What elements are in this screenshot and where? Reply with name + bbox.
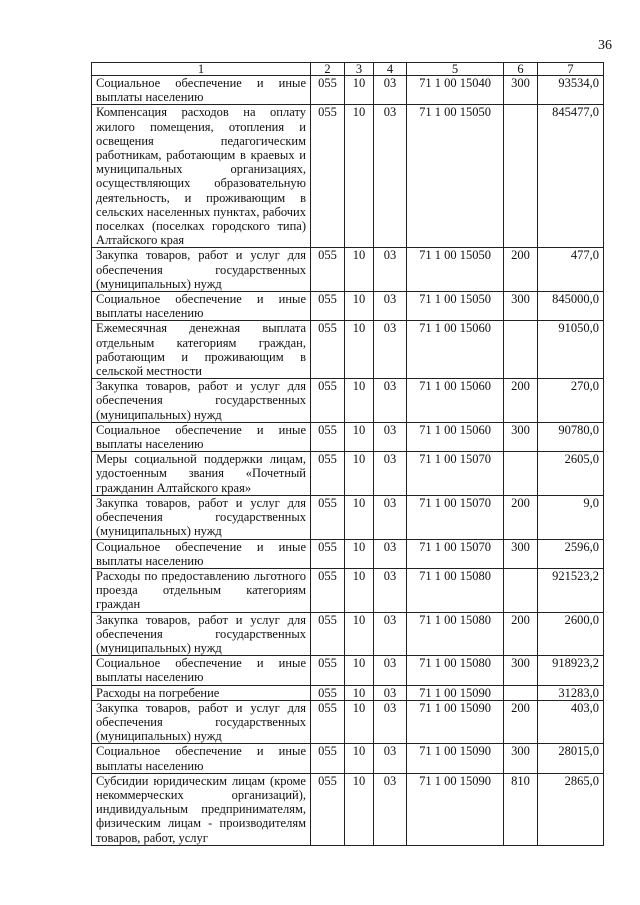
row-col2: 055 xyxy=(311,685,345,700)
row-col6 xyxy=(504,321,538,379)
row-col4: 03 xyxy=(374,568,407,612)
row-col4: 03 xyxy=(374,612,407,656)
table-row xyxy=(92,685,604,700)
row-col4: 03 xyxy=(374,685,407,700)
row-name: Социальное обеспечение и иные выплаты населению xyxy=(92,656,311,685)
row-col6: 300 xyxy=(504,744,538,773)
row-name: Закупка товаров, работ и услуг для обеспечения государственных (муниципальных) нужд xyxy=(92,495,311,539)
row-col5: 71 1 00 15090 xyxy=(407,685,504,700)
row-col5: 71 1 00 15090 xyxy=(407,773,504,845)
row-col5: 71 1 00 15050 xyxy=(407,105,504,248)
row-col3: 10 xyxy=(345,76,374,105)
budget-table xyxy=(91,62,604,846)
row-col6 xyxy=(504,568,538,612)
table-row xyxy=(92,612,604,656)
row-name: Субсидии юридическим лицам (кроме некоммерческих организаций), индивидуальным предпринимателям, физическим лицам - производителям товаров, работ, услуг xyxy=(92,773,311,845)
row-col2: 055 xyxy=(311,292,345,321)
table-row xyxy=(92,700,604,744)
table-row xyxy=(92,495,604,539)
row-col6 xyxy=(504,452,538,496)
row-col3: 10 xyxy=(345,105,374,248)
row-col5: 71 1 00 15050 xyxy=(407,248,504,292)
row-col4: 03 xyxy=(374,700,407,744)
row-amount: 2605,0 xyxy=(538,452,604,496)
row-name: Социальное обеспечение и иные выплаты населению xyxy=(92,292,311,321)
table-row xyxy=(92,744,604,773)
row-col5: 71 1 00 15070 xyxy=(407,495,504,539)
row-col4: 03 xyxy=(374,539,407,568)
row-col3: 10 xyxy=(345,539,374,568)
header-cell-5: 5 xyxy=(407,63,504,76)
row-col3: 10 xyxy=(345,422,374,451)
row-col5: 71 1 00 15070 xyxy=(407,452,504,496)
row-amount: 9,0 xyxy=(538,495,604,539)
row-col4: 03 xyxy=(374,744,407,773)
row-amount: 2596,0 xyxy=(538,539,604,568)
row-col4: 03 xyxy=(374,422,407,451)
row-col6: 300 xyxy=(504,539,538,568)
row-col5: 71 1 00 15080 xyxy=(407,612,504,656)
row-amount: 31283,0 xyxy=(538,685,604,700)
table-body xyxy=(92,76,604,846)
header-cell-3: 3 xyxy=(345,63,374,76)
row-col2: 055 xyxy=(311,76,345,105)
row-col2: 055 xyxy=(311,321,345,379)
row-col2: 055 xyxy=(311,452,345,496)
page-number: 36 xyxy=(598,38,612,53)
table-row xyxy=(92,656,604,685)
row-amount: 2865,0 xyxy=(538,773,604,845)
table-row xyxy=(92,76,604,105)
row-col6: 300 xyxy=(504,292,538,321)
row-col2: 055 xyxy=(311,248,345,292)
row-amount: 28015,0 xyxy=(538,744,604,773)
row-col2: 055 xyxy=(311,612,345,656)
row-name: Компенсация расходов на оплату жилого помещения, отопления и освещения педагогическим работникам, работающим в краевых и муниципальных организациях, осуществляющих образовательную деятельность, и проживающим в сельских населенных пунктах, рабочих поселках (поселках городского типа) Алтайского края xyxy=(92,105,311,248)
row-col4: 03 xyxy=(374,248,407,292)
row-name: Социальное обеспечение и иные выплаты населению xyxy=(92,422,311,451)
table-row xyxy=(92,292,604,321)
row-col2: 055 xyxy=(311,656,345,685)
row-col2: 055 xyxy=(311,495,345,539)
row-amount: 91050,0 xyxy=(538,321,604,379)
row-name: Меры социальной поддержки лицам, удостоенным звания «Почетный гражданин Алтайского края» xyxy=(92,452,311,496)
row-col2: 055 xyxy=(311,422,345,451)
row-col5: 71 1 00 15050 xyxy=(407,292,504,321)
row-amount: 845477,0 xyxy=(538,105,604,248)
row-amount: 2600,0 xyxy=(538,612,604,656)
row-col2: 055 xyxy=(311,105,345,248)
row-col5: 71 1 00 15080 xyxy=(407,656,504,685)
row-col6 xyxy=(504,685,538,700)
row-col5: 71 1 00 15090 xyxy=(407,700,504,744)
row-col4: 03 xyxy=(374,76,407,105)
row-amount: 918923,2 xyxy=(538,656,604,685)
row-col6: 200 xyxy=(504,379,538,423)
row-amount: 90780,0 xyxy=(538,422,604,451)
row-col6: 300 xyxy=(504,422,538,451)
header-cell-7: 7 xyxy=(538,63,604,76)
row-col4: 03 xyxy=(374,105,407,248)
row-col5: 71 1 00 15070 xyxy=(407,539,504,568)
header-cell-6: 6 xyxy=(504,63,538,76)
table-row xyxy=(92,773,604,845)
row-name: Закупка товаров, работ и услуг для обеспечения государственных (муниципальных) нужд xyxy=(92,612,311,656)
row-col6: 300 xyxy=(504,656,538,685)
row-col3: 10 xyxy=(345,248,374,292)
table-row xyxy=(92,379,604,423)
row-col6: 200 xyxy=(504,612,538,656)
table-row xyxy=(92,248,604,292)
row-col3: 10 xyxy=(345,292,374,321)
header-row xyxy=(92,63,604,76)
header-cell-1: 1 xyxy=(92,63,311,76)
table-row xyxy=(92,422,604,451)
row-col3: 10 xyxy=(345,452,374,496)
header-cell-2: 2 xyxy=(311,63,345,76)
row-col5: 71 1 00 15060 xyxy=(407,321,504,379)
row-col4: 03 xyxy=(374,773,407,845)
row-col2: 055 xyxy=(311,568,345,612)
row-col5: 71 1 00 15090 xyxy=(407,744,504,773)
table-row xyxy=(92,452,604,496)
row-col4: 03 xyxy=(374,495,407,539)
row-col5: 71 1 00 15060 xyxy=(407,422,504,451)
row-col6: 200 xyxy=(504,248,538,292)
row-name: Ежемесячная денежная выплата отдельным категориям граждан, работающим и проживающим в сельской местности xyxy=(92,321,311,379)
row-col4: 03 xyxy=(374,379,407,423)
row-col3: 10 xyxy=(345,656,374,685)
row-col2: 055 xyxy=(311,744,345,773)
row-col3: 10 xyxy=(345,744,374,773)
row-col4: 03 xyxy=(374,321,407,379)
row-col6 xyxy=(504,105,538,248)
row-name: Социальное обеспечение и иные выплаты населению xyxy=(92,76,311,105)
table-row xyxy=(92,321,604,379)
row-col2: 055 xyxy=(311,539,345,568)
row-col3: 10 xyxy=(345,568,374,612)
row-col4: 03 xyxy=(374,292,407,321)
row-name: Расходы на погребение xyxy=(92,685,311,700)
row-col5: 71 1 00 15080 xyxy=(407,568,504,612)
row-col4: 03 xyxy=(374,656,407,685)
row-col5: 71 1 00 15060 xyxy=(407,379,504,423)
row-name: Социальное обеспечение и иные выплаты населению xyxy=(92,744,311,773)
row-name: Расходы по предоставлению льготного проезда отдельным категориям граждан xyxy=(92,568,311,612)
row-amount: 403,0 xyxy=(538,700,604,744)
row-name: Закупка товаров, работ и услуг для обеспечения государственных (муниципальных) нужд xyxy=(92,379,311,423)
row-col3: 10 xyxy=(345,773,374,845)
row-col3: 10 xyxy=(345,685,374,700)
header-cell-4: 4 xyxy=(374,63,407,76)
row-col3: 10 xyxy=(345,379,374,423)
row-name: Закупка товаров, работ и услуг для обеспечения государственных (муниципальных) нужд xyxy=(92,700,311,744)
row-col6: 200 xyxy=(504,700,538,744)
row-amount: 270,0 xyxy=(538,379,604,423)
table-row xyxy=(92,568,604,612)
row-col3: 10 xyxy=(345,321,374,379)
row-col2: 055 xyxy=(311,700,345,744)
row-col5: 71 1 00 15040 xyxy=(407,76,504,105)
row-name: Социальное обеспечение и иные выплаты населению xyxy=(92,539,311,568)
row-amount: 477,0 xyxy=(538,248,604,292)
row-col6: 200 xyxy=(504,495,538,539)
row-amount: 93534,0 xyxy=(538,76,604,105)
row-col3: 10 xyxy=(345,612,374,656)
row-col6: 300 xyxy=(504,76,538,105)
row-col3: 10 xyxy=(345,700,374,744)
row-amount: 921523,2 xyxy=(538,568,604,612)
row-col3: 10 xyxy=(345,495,374,539)
row-col4: 03 xyxy=(374,452,407,496)
row-col2: 055 xyxy=(311,773,345,845)
row-col6: 810 xyxy=(504,773,538,845)
row-name: Закупка товаров, работ и услуг для обеспечения государственных (муниципальных) нужд xyxy=(92,248,311,292)
row-col2: 055 xyxy=(311,379,345,423)
table-row xyxy=(92,539,604,568)
row-amount: 845000,0 xyxy=(538,292,604,321)
table-row xyxy=(92,105,604,248)
